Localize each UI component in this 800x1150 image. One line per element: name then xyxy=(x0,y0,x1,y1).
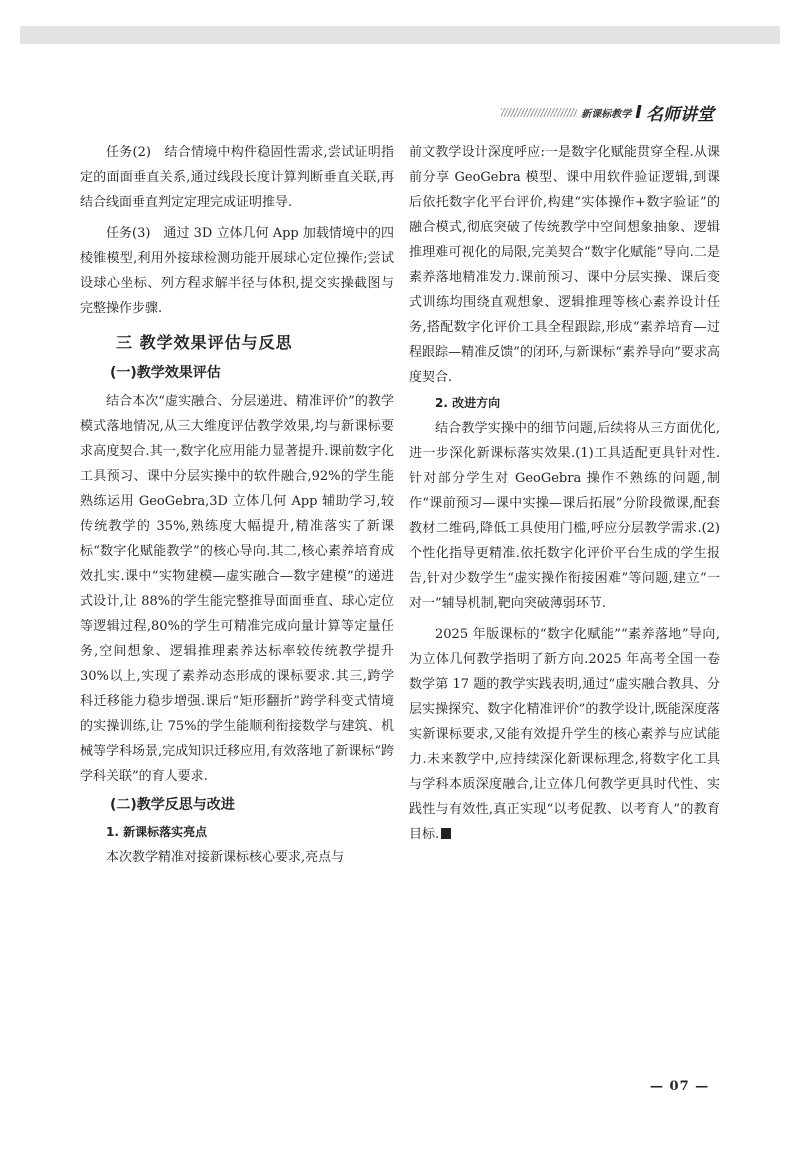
running-head xyxy=(501,100,714,124)
evaluation-paragraph: 结合本次“虚实融合、分层递进、精准评价”的教学模式落地情况,从三大维度评估教学效果,均与新课标要求高度契合.其一,数字化应用能力显著提升.课前数字化工具预习、课中分层实操中的软件融合,92%的学生能熟练运用 GeoGebra,3D 立体几何 App 辅助学习,较传统教学的 35%,熟练度大幅提升,精准落实了新课标“数字化赋能教学”的核心导向.其二,核心素养培育成效扎实.课中“实物建模—虚实融合—数字建模”的递进式设计,让 88%的学生能完整推导面面垂直、球心定位等逻辑过程,80%的学生可精准完成向量计算等定量任务,空间想象、逻辑推理素养达标率较传统教学提升 30%以上,实现了素养动态形成的课标要求.其三,跨学科迁移能力稳步增强.课后“矩形翻折”跨学科变式情境的实操训练,让 75%的学生能顺利衔接数学与建筑、机械等学科场景,完成知识迁移应用,有效落地了新课标“跨学科关联”的育人要求. xyxy=(80,394,394,784)
page-number: — 07 — xyxy=(650,1079,710,1094)
end-mark-icon xyxy=(441,828,451,839)
subsection-heading-evaluation: (一)教学效果评估 xyxy=(110,365,221,381)
subsection-heading-reflection: (二)教学反思与改进 xyxy=(110,797,235,813)
section-name: 名师讲堂 xyxy=(646,104,714,125)
task3-paragraph: 任务(3) 通过 3D 立体几何 App 加载情境中的四棱锥模型,利用外接球检测功能开展球心定位操作;尝试设球心坐标、列方程求解半径与体积,提交实操截图与完整操作步骤. xyxy=(80,226,394,316)
hatch-decoration xyxy=(501,108,577,117)
task2-paragraph: 任务(2) 结合情境中构件稳固性需求,尝试证明指定的面面垂直关系,通过线段长度计算判断垂直关联,再结合线面垂直判定定理完成证明推导. xyxy=(80,145,394,210)
section-heading: 三 教学效果评估与反思 xyxy=(116,333,293,352)
column-name: 新课标教学 xyxy=(581,108,632,120)
top-gray-bar xyxy=(20,26,780,44)
header-separator: I xyxy=(635,101,642,123)
highlights-paragraph-start: 本次教学精准对接新课标核心要求,亮点与 xyxy=(106,850,345,865)
left-column xyxy=(80,140,394,870)
improvement-paragraph: 结合教学实操中的细节问题,后续将从三方面优化,进一步深化新课标落实效果.(1)工具适配更具针对性.针对部分学生对 GeoGebra 操作不熟练的问题,制作“课前预习—课中实操—课后拓展”分阶段微课,配套教材二维码,降低工具使用门槛,呼应分层教学需求.(2)个性化指导更精准.依托数字化评价平台生成的学生报告,针对少数学生“虚实操作衔接困难”等问题,建立“一对一”辅导机制,靶向突破薄弱环节. xyxy=(409,421,720,611)
closing-text: 2025 年版课标的“数字化赋能”“素养落地”导向,为立体几何教学指明了新方向.2025 年高考全国一卷数学第 17 题的教学实践表明,通过“虚实融合教具、分层实操探究、数字化精准评价”的教学设计,既能深度落实新课标要求,又能有效提升学生的核心素养与应试能力.未来教学中,应持续深化新课标理念,将数字化工具与学科本质深度融合,让立体几何教学更具时代性、实践性与有效性,真正实现“以考促教、以考育人”的教育目标. xyxy=(409,627,720,842)
closing-paragraph xyxy=(409,622,720,847)
subheading-highlights: 1. 新课标落实亮点 xyxy=(106,825,208,839)
highlights-paragraph-continued: 前文教学设计深度呼应:一是数字化赋能贯穿全程.从课前分享 GeoGebra 模型、课中用软件验证逻辑,到课后依托数字化平台评价,构建“实体操作+数字验证”的融合模式,彻底突破了传统教学中空间想象抽象、逻辑推理难可视化的局限,完美契合“数字化赋能”导向.二是素养落地精准发力.课前预习、课中分层实操、课后变式训练均围绕直观想象、逻辑推理等核心素养设计任务,搭配数字化评价工具全程跟踪,形成“素养培育—过程跟踪—精准反馈”的闭环,与新课标“素养导向”要求高度契合. xyxy=(409,145,720,385)
right-column xyxy=(409,140,720,847)
subheading-improvement: 2. 改进方向 xyxy=(435,396,501,410)
